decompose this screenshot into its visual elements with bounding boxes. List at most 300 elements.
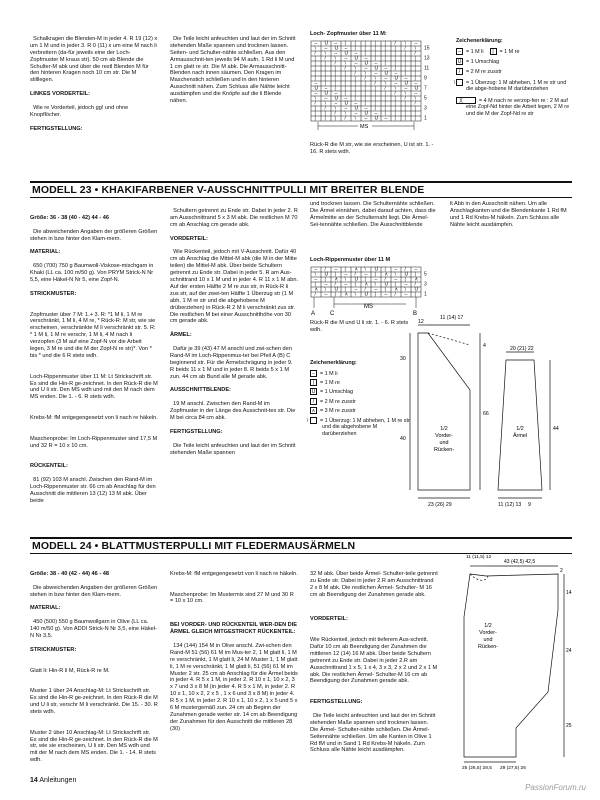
subheading: FERTIGSTELLUNG:: [30, 125, 83, 132]
dim-label: 25: [566, 723, 572, 729]
chart-cell-symbol: |: [384, 105, 386, 112]
legend1-item: \ = 1 Überzug: 1 M abheben, 1 M re str und die abge-hobene M darüberziehen: [453, 79, 567, 93]
subheading: RÜCKENTEIL:: [30, 463, 68, 470]
chart-cell-symbol: |: [364, 50, 366, 57]
chart2-label-c: C: [330, 311, 335, 317]
chart-cell-symbol: |: [354, 45, 356, 52]
ssk-icon: \: [456, 79, 463, 86]
text-block: Schultern getrennt zu Ende str. Dabei in jeder 2. R am Ausschnittrand 5 x 3 M abk. Die restlichen M 70 cm ab Anschlag cm gerade abk.: [170, 207, 300, 228]
chart-cell-symbol: |: [374, 40, 376, 47]
chart-cell-symbol: |: [324, 70, 326, 77]
chart-cell-symbol: |: [314, 115, 316, 122]
text-block: Glatt li: Hin-R li M, Rück-R re M.: [30, 667, 110, 674]
chart-cell-symbol: –: [324, 45, 328, 52]
size-line: Größe: 38 - 40 (42 - 44) 46 - 48: [30, 570, 109, 577]
chart-cell-symbol: –: [334, 90, 338, 97]
chart-cell-symbol: |: [394, 95, 396, 102]
chart-cell-symbol: \: [374, 75, 376, 82]
chart-cell-symbol: |: [384, 55, 386, 62]
chart-cell-symbol: |: [374, 95, 376, 102]
chart-cell-symbol: /: [334, 60, 336, 67]
chart-cell-symbol: |: [394, 110, 396, 117]
chart-cell-symbol: |: [324, 276, 326, 283]
watermark: PassionForum.ru: [525, 783, 586, 792]
chart-cell-symbol: |: [364, 45, 366, 52]
subheading: LINKES VORDERTEIL:: [30, 91, 90, 98]
chart-cell-symbol: ∧: [384, 271, 389, 278]
chart-cell-symbol: –: [344, 55, 348, 62]
chart-cell-symbol: \: [414, 45, 416, 52]
chart-cell-symbol: |: [394, 60, 396, 67]
chart-cell-symbol: –: [414, 90, 418, 97]
chart-cell-symbol: ∧: [314, 286, 319, 293]
chart-cell-symbol: |: [404, 65, 406, 72]
chart-cell-symbol: |: [384, 90, 386, 97]
chart-cell-symbol: |: [364, 276, 366, 283]
chart-cell-symbol: |: [384, 100, 386, 107]
chart1-title: Loch- Zopfmuster über 11 M:: [310, 31, 387, 37]
chart-cell-symbol: \: [334, 105, 336, 112]
chart2-label-b: B: [413, 311, 418, 317]
dim-label: 40: [400, 436, 406, 442]
chart-cell-symbol: |: [344, 80, 346, 87]
text-block: Die Teile leicht anfeuchten und laut der im Schnitt stehenden Maße spannen: [170, 442, 298, 456]
chart-cell-symbol: –: [344, 45, 348, 52]
legend2-item: U = 1 Umschlag: [311, 389, 354, 396]
chart-cell-symbol: |: [404, 110, 406, 117]
chart-cell-symbol: |: [414, 110, 416, 117]
chart-row-label: 15: [424, 45, 430, 52]
legend2-item: ∧ = 3 M re zusstr: [311, 408, 356, 415]
chart-cell-symbol: \: [394, 85, 396, 92]
subheading: MATERIAL:: [30, 605, 61, 612]
chart-cell-symbol: /: [394, 90, 396, 97]
chart-cell-symbol: |: [384, 286, 386, 293]
model23-col2: [170, 201, 298, 457]
chart-cell-symbol: –: [384, 115, 388, 122]
chart-cell-symbol: |: [384, 40, 386, 47]
chart-cell-symbol: U: [384, 70, 389, 77]
dim-label: 66: [483, 411, 489, 417]
text-block: 134 (144) 154 M in Olive anschl. Zwi-schen den Rand-M 51 (56) 61 M im Mus-ter 2, 1 M glatt li, 1 M re verschränkt, 1 M glatt li, 24 M Muster 1, 1 M glatt li, 1 M re verschränkt, 1 M glatt li, 51 (56) 61 M im Muster 2 str. 25 cm ab Anschlag für die Ärmel beids in jeder 4. R 5 x 1 M, in jeder 2. R 10 x 1, 10 x 2, 3 x 7 und 3 x 8 M (in jeder 4. R 5 x 1 M, in jeder 2. R 10 x 1, 10 x 2, 2 x 5 , 1 x 6 und 3 x 8 M) in jeder 4. R 5 x 1 M, in jeder 2. R 10 x 1, 10 x 2, 1 x 5 und 5 x 6 M mustergemäß zun. 24 cm ab Beginn der Zunahmen gerade weiter str. 14 cm ab Beendigung der Zunahmen für den Ausschnitt die mittleren 28 (30): [170, 642, 300, 732]
dim-label: 11 (12) 13: [498, 502, 522, 508]
chart-cell-symbol: U: [414, 85, 419, 92]
body-outline: [418, 333, 470, 490]
text-block: Die Teile leicht anfeuchten und laut der im Schnitt stehenden Maße spannen und trocknen lassen. Die Ärmel- Schulter-nähte schließen. Die Ärmel-Seitennähte schließen. Um alle Kanten in Olive 1 Rd fM und in Sand 1 Rd Krebs-M häkeln. Zum Schluss alle Nähte leicht ausdämpfen.: [310, 712, 438, 754]
chart-cell-symbol: U: [344, 50, 349, 57]
chart-cell-symbol: |: [404, 276, 406, 283]
chart-cell-symbol: /: [374, 80, 376, 87]
text-block: Krebs-M: fM entgegengesetzt von li nach re häkeln.: [170, 570, 298, 577]
chart-cell-symbol: |: [414, 65, 416, 72]
chart-cell-symbol: /: [394, 40, 396, 47]
chart-cell-symbol: U: [344, 100, 349, 107]
text-block: 650 (700) 750 g Baumwoll-Viskose-mischgarn in Khaki (LL ca. 100 m/50 g). Von PRYM Strick-N Nr 5,5, eine Häkel-N Nr 5, eine Zopf-N.: [30, 263, 155, 283]
chart-cell-symbol: |: [344, 266, 346, 273]
chart-cell-symbol: /: [404, 45, 406, 52]
chart2-ms: MS: [364, 304, 373, 310]
chart-cell-symbol: –: [334, 50, 338, 57]
chart-cell-symbol: |: [314, 281, 316, 288]
chart-cell-symbol: /: [354, 70, 356, 77]
chart-cell-symbol: |: [324, 115, 326, 122]
page-footer: [30, 777, 76, 784]
chart-cell-symbol: /: [314, 50, 316, 57]
model24-col2: [170, 557, 298, 733]
chart-row-label: 11: [424, 65, 430, 72]
chart-cell-symbol: |: [374, 90, 376, 97]
dim-label: 43 (42,5) 42,5: [504, 559, 536, 565]
knit-stitch-icon: |: [310, 379, 317, 386]
chart-cell-symbol: |: [314, 65, 316, 72]
chart-cell-symbol: /: [324, 105, 326, 112]
chart-row-label: 5: [424, 95, 427, 102]
legend1-item: – = 1 M li | = 1 M re: [456, 48, 571, 55]
chart-cell-symbol: \: [334, 55, 336, 62]
chart-cell-symbol: –: [314, 276, 318, 283]
chart-cell-symbol: /: [344, 65, 346, 72]
chart-cell-symbol: U: [414, 286, 419, 293]
chart-cell-symbol: –: [374, 70, 378, 77]
model23-col4: lt Abb in den Ausschnitt nähen. Um alle Anschlagkanten und die Blendenkante 1 Rd fM und 1 Rd Krebs-M häkeln. Zum Schluss alle Nähte leicht ausdämpfen.: [450, 201, 569, 228]
subheading: MATERIAL:: [30, 249, 61, 256]
legend2-item: | = 1 M re: [310, 379, 410, 386]
chart-cell-symbol: |: [374, 45, 376, 52]
chart-cell-symbol: –: [364, 55, 368, 62]
chart-cell-symbol: U: [374, 266, 379, 273]
model24-col3: [310, 557, 438, 754]
chart-cell-symbol: ∧: [394, 286, 399, 293]
chart-cell-symbol: U: [334, 45, 339, 52]
chart-cell-symbol: \: [324, 100, 326, 107]
size-line: Größe: 36 - 38 (40 - 42) 44 - 46: [30, 214, 109, 221]
chart-cell-symbol: |: [394, 100, 396, 107]
chart-row-label: 7: [424, 85, 427, 92]
chart-cell-symbol: –: [344, 271, 348, 278]
chart-cell-symbol: U: [364, 60, 369, 67]
subheading: BEI VORDER- UND RÜCKENTEIL WER-DEN DIE ÄRMEL GLEICH MITGESTRICKT RÜCKENTEIL:: [170, 622, 299, 636]
text-block: Wie Rückenteil, jedoch mit V-Ausschnitt. Dafür 40 cm ab Anschlag die Mittel-M abk (die M in der Mitte teilen) die Mittel-M abk. Über beide Schultern getrennt zu Ende str. Dabei in jeder 5. R am Aus-schnittrand 10 x 1 M und in jeder 4. R 11 x 1 M abn. Auf der ersten Hälfte 2 M re zus str, in Rück-R li zus str, auf der zwei-ten Hälfte 1 Überzug str (1 M abh, 1 M re str und die abgehobene M drüberziehen) in Rück-R 2 M li verschränkt zus str. Die restlichen M bei einer Ausschnitthöhe von 30 cm gerade abk.: [170, 249, 300, 325]
chart-cell-symbol: |: [414, 60, 416, 67]
chart-cell-symbol: U: [374, 115, 379, 122]
chart-cell-symbol: –: [384, 291, 388, 298]
chart-cell-symbol: –: [414, 40, 418, 47]
chart-cell-symbol: /: [324, 266, 326, 273]
legend1-item: / = 2 M re zusstr: [456, 68, 571, 75]
chart-cell-symbol: |: [334, 70, 336, 77]
chart-cell-symbol: \: [344, 276, 346, 283]
chart-cell-symbol: |: [314, 60, 316, 67]
body-label: 1/2 Vorder-und Rücken-: [477, 623, 499, 650]
chart-cell-symbol: |: [404, 105, 406, 112]
text-block: 19 M anschl. Zwischen den Rand-M im Zopfmuster in der Länge des Ausschnit-tes str. Die M bei circa 84 cm abk.: [170, 401, 297, 422]
chart-cell-symbol: |: [344, 85, 346, 92]
chart-cell-symbol: /: [414, 50, 416, 57]
chart-cell-symbol: |: [364, 85, 366, 92]
chart-cell-symbol: –: [344, 281, 348, 288]
chart2-label-a: A: [311, 311, 316, 317]
chart-cell-symbol: |: [394, 105, 396, 112]
chart-cell-symbol: \: [314, 95, 316, 102]
chart-cell-symbol: |: [334, 271, 336, 278]
text-block: Muster 1 über 24 Anschlag-M: Lt Strickschrift str. Es sind die Hin-R ge-zeichnet. In den Rück-R die M und U li str, verschr M li verschränkt. Die 15. - 30. R stets wdh.: [30, 688, 160, 715]
text-block: Maschenprobe: Im Mustermix sind 27 M und 30 R = 10 x 10 cm.: [170, 591, 296, 605]
page-number: 14: [30, 777, 38, 784]
chart-cell-symbol: |: [314, 70, 316, 77]
chart-cell-symbol: U: [394, 75, 399, 82]
chart-cell-symbol: |: [334, 291, 336, 298]
chart-cell-symbol: –: [394, 266, 398, 273]
text-block: 450 (500) 550 g Baumwollgarn in Olive (LL ca. 140 m/50 g). Von ADDI Strick-N Nr 3,5, eine Häkel-N Nr 3,5.: [30, 619, 157, 639]
chart-cell-symbol: \: [324, 50, 326, 57]
chart-cell-symbol: |: [414, 105, 416, 112]
chart-cell-symbol: –: [374, 286, 378, 293]
model24-schematic: [448, 552, 575, 772]
chart-cell-symbol: |: [394, 65, 396, 72]
k2tog-icon: /: [310, 398, 317, 405]
chart-cell-symbol: –: [334, 40, 338, 47]
chart-cell-symbol: U: [354, 276, 359, 283]
legend2-item: – = 1 M li: [310, 370, 410, 377]
chart-cell-symbol: |: [344, 40, 346, 47]
chart-cell-symbol: |: [354, 85, 356, 92]
chart-cell-symbol: |: [414, 70, 416, 77]
chart-cell-symbol: \: [354, 115, 356, 122]
chart-row-label: 1: [424, 291, 427, 298]
dim-label: 9: [528, 502, 531, 508]
chart-cell-symbol: |: [324, 110, 326, 117]
dim-label: 12: [418, 319, 424, 325]
chart-cell-symbol: |: [354, 75, 356, 82]
chart-cell-symbol: |: [314, 55, 316, 62]
chart-cell-symbol: –: [314, 90, 318, 97]
chart-cell-symbol: U: [334, 286, 339, 293]
text-block: Muster 2 über 10 Anschlag-M: Lt Strickschrift str. Es sind die Hin-R ge-zeichnet. In den Rück-R die M str, wie sie erscheinen, U li str. Den MS wdh und mit der M nach dem MS enden. Die 1. - 14. R stets wdh.: [30, 729, 160, 764]
chart-cell-symbol: |: [314, 105, 316, 112]
subheading: FERTIGSTELLUNG:: [310, 699, 363, 706]
page-section: Anleitungen: [39, 777, 77, 784]
chart-cell-symbol: |: [414, 271, 416, 278]
chart-cell-symbol: |: [414, 115, 416, 122]
chart-cell-symbol: –: [404, 291, 408, 298]
chart-cell-symbol: \: [324, 286, 326, 293]
text-block: Loch-Rippenmuster über 11 M: Lt Strickschrift str. Es sind die Hin-R ge-zeichnet. In den Rück-R die M und U li str. Den MS wdh und mit den M nach dem MS enden. Die 1. - 6. R stets wdh.: [30, 373, 160, 401]
chart-cell-symbol: |: [414, 55, 416, 62]
chart-cell-symbol: |: [384, 95, 386, 102]
chart-cell-symbol: \: [404, 90, 406, 97]
chart-cell-symbol: |: [374, 50, 376, 57]
chart-cell-symbol: /: [414, 100, 416, 107]
chart-cell-symbol: |: [334, 65, 336, 72]
chart-cell-symbol: –: [374, 60, 378, 67]
chart1-ms: MS: [360, 124, 369, 130]
chart-cell-symbol: –: [354, 50, 358, 57]
chart-cell-symbol: /: [384, 85, 386, 92]
chart-cell-symbol: |: [334, 75, 336, 82]
chart-cell-symbol: –: [364, 271, 368, 278]
chart-cell-symbol: \: [354, 65, 356, 72]
chart-cell-symbol: –: [324, 281, 328, 288]
chart-cell-symbol: |: [384, 110, 386, 117]
chart-cell-symbol: \: [404, 40, 406, 47]
legend1-item: ╳ = 4 M nach re verzop-fen re : 2 M auf eine Zopf-Nd hinter die Arbeit legen, 2 M re und die M der Zopf-Nd re str: [456, 97, 571, 117]
knit-purl-icon: –: [456, 48, 463, 55]
text-block: Die Teile leicht anfeuchten und laut der im Schnitt stehenden Maße spannen und trocknen lassen. Seiten- und Schulter-nähte schließen. Aus den Armausschnit-ten jeweils 94 M aufn. 1 Rd li M und 1 cm glatt re str. Die M abk. Die Armausschnitt-Blenden nach innen säumen. Den Kragen im Maschenstich schließen und in den hinteren Ausschnitt nähen. Zum Schluss alle Nähte leicht ausdämpfen und die Knöpfe auf die li Blende nähen.: [170, 35, 298, 105]
dim-label: 11 (11,5) 12: [466, 555, 492, 560]
chart-cell-symbol: |: [384, 45, 386, 52]
chart-cell-symbol: |: [404, 50, 406, 57]
dim-label: 29 (27,5) 26: [500, 766, 526, 771]
text-block: Wie re Vorderteil, jedoch gg! und ohne Knopflöcher.: [30, 104, 130, 118]
dim-label: 4: [483, 343, 486, 349]
chart-cell-symbol: |: [404, 115, 406, 122]
chart-cell-symbol: U: [354, 55, 359, 62]
chart-cell-symbol: /: [334, 281, 336, 288]
model23-col1: [30, 201, 158, 505]
chart-cell-symbol: |: [334, 115, 336, 122]
chart-cell-symbol: \: [384, 80, 386, 87]
chart-cell-symbol: –: [354, 286, 358, 293]
chart-cell-symbol: –: [414, 80, 418, 87]
chart-row-label: 1: [424, 115, 427, 122]
chart-cell-symbol: /: [364, 286, 366, 293]
k2tog-icon: /: [456, 68, 463, 75]
top-col2: [170, 29, 298, 105]
chart-cell-symbol: |: [384, 50, 386, 57]
chart-cell-symbol: U: [324, 271, 329, 278]
chart-cell-symbol: –: [364, 65, 368, 72]
chart-cell-symbol: ∧: [414, 276, 419, 283]
chart-cell-symbol: ∧: [344, 291, 349, 298]
chart-cell-symbol: –: [414, 266, 418, 273]
chart-cell-symbol: –: [404, 75, 408, 82]
chart-cell-symbol: |: [404, 100, 406, 107]
chart-cell-symbol: –: [324, 95, 328, 102]
chart2-caption: Rück-R die M und U li str. 1. - 6. R stets wdh.: [310, 320, 410, 333]
legend2-item: / = 2 M re zusstr: [310, 398, 410, 405]
chart2-loch-rippenmuster: [310, 266, 460, 318]
chart-cell-symbol: –: [334, 266, 338, 273]
chart-cell-symbol: –: [384, 65, 388, 72]
chart-cell-symbol: |: [374, 271, 376, 278]
chart-cell-symbol: /: [324, 55, 326, 62]
chart-cell-symbol: |: [354, 40, 356, 47]
chart-cell-symbol: –: [334, 100, 338, 107]
chart-cell-symbol: ∧: [354, 266, 359, 273]
subheading: ÄRMEL:: [170, 332, 192, 339]
chart-cell-symbol: |: [374, 105, 376, 112]
text-block: Zopfmuster über 7 M: 1.+ 3. R: *1 M li, 1 M re verschränkt, 1 M li, 4 M re, * Rück-R: M str, wie sie erscheinen, verschränkte M li verschränkt str. 5. R: * 1 M li, 1 M re verschr, 1 M li, 4 M nach li verzopfen (3 M auf eine Zopf-N vor die Arbeit legen, 3 M re und die M der Zopf-N re str)*. Von * bis * und die 6 R stets wdh.: [30, 311, 158, 359]
subheading: AUSSCHNITTBLENDE:: [170, 387, 231, 394]
chart-cell-symbol: |: [414, 291, 416, 298]
chart-cell-symbol: \: [344, 60, 346, 67]
chart-cell-symbol: |: [404, 70, 406, 77]
legend1-item: U = 1 Umschlag: [457, 58, 500, 65]
k3tog-icon: ∧: [311, 408, 316, 415]
chart-cell-symbol: U: [404, 271, 409, 278]
chart-cell-symbol: |: [364, 40, 366, 47]
chart-cell-symbol: /: [394, 291, 396, 298]
text-block: Wie Rückenteil, jedoch mit tieferem Aus-schnitt. Dafür 10 cm ab Beendigung der Zunahmen die mittleren 12 (14) 16 M abk. Über beide Schultern getrennt zu Ende str. Dabei in jeder 2.R am Ausschnittrand 1 x 5, 1 x 4, 3 x 3, 2 x 2 und 2 x 1 M abk. Die restlichen Ärmel- Schulter-M 16 cm ab Beendigung der Zunahmen gerade abk.: [310, 636, 439, 685]
yarn-over-icon: U: [311, 389, 316, 396]
chart-cell-symbol: |: [324, 65, 326, 72]
chart-cell-symbol: /: [314, 100, 316, 107]
chart-cell-symbol: |: [414, 75, 416, 82]
model24-header: MODELL 24 • BLATTMUSTERPULLI MIT FLEDERMAUSÄRMELN: [30, 537, 572, 554]
chart2-title: Loch-Rippenmuster über 11 M: [310, 257, 391, 263]
chart-cell-symbol: |: [354, 95, 356, 102]
chart-cell-symbol: |: [324, 75, 326, 82]
chart-cell-symbol: |: [394, 115, 396, 122]
chart-cell-symbol: \: [404, 286, 406, 293]
chart-cell-symbol: –: [354, 60, 358, 67]
chart-cell-symbol: –: [364, 115, 368, 122]
chart-cell-symbol: –: [324, 85, 328, 92]
text-block: Dafür je 39 (43) 47 M anschl und zwi-schen den Rand-M im Loch-Rippenmus-ter bei Pfeil A (B) C beginnend str. Für die Ärmelschrägung in jeder 9. R beids 11 x 1 M und in jeder 8. R beids 5 x 1 M zun. 44 cm ab Bund alle M gerade abk.: [170, 346, 295, 380]
chart-cell-symbol: \: [364, 70, 366, 77]
chart-cell-symbol: |: [394, 281, 396, 288]
chart-cell-symbol: |: [334, 85, 336, 92]
chart-cell-symbol: |: [374, 55, 376, 62]
legend1: [453, 38, 571, 117]
chart-row-label: 3: [424, 105, 427, 112]
legend1-title: Zeichenerklärung:: [456, 38, 503, 44]
chart-cell-symbol: /: [354, 271, 356, 278]
chart-cell-symbol: |: [324, 60, 326, 67]
body-label: 1/2 Vorder-und Rücken-: [433, 426, 455, 453]
legend2-title: Zeichenerklärung:: [310, 360, 357, 366]
chart-cell-symbol: /: [314, 291, 316, 298]
chart-cell-symbol: U: [314, 85, 319, 92]
chart-cell-symbol: |: [404, 60, 406, 67]
chart-cell-symbol: –: [394, 80, 398, 87]
text-block: Schalkragen die Blenden-M in jeder 4. R 19 (12) x um 1 M und in jeder 3. R 0 (11) x um eine M nach li verbreitern (da-für jeweils eine der Loch- Zopfmuster M kraus str). 50 cm ab Blende die Schulter-M abk und über die restl Blenden M für den hinteren Kragen noch 10 cm str. Die M stilllegen.: [30, 35, 159, 84]
chart-cell-symbol: –: [314, 40, 318, 47]
chart-cell-symbol: U: [364, 110, 369, 117]
chart-cell-symbol: U: [364, 291, 369, 298]
chart-cell-symbol: U: [334, 95, 339, 102]
dim-label: 30: [400, 356, 406, 362]
chart-cell-symbol: –: [344, 105, 348, 112]
cable-icon: ╳: [456, 97, 476, 104]
dim-label: 2: [560, 568, 563, 574]
chart-cell-symbol: –: [394, 276, 398, 283]
chart-cell-symbol: |: [374, 100, 376, 107]
chart-cell-symbol: |: [344, 286, 346, 293]
chart-cell-symbol: –: [344, 95, 348, 102]
chart-cell-symbol: \: [314, 271, 316, 278]
chart-cell-symbol: |: [394, 45, 396, 52]
chart-cell-symbol: –: [314, 266, 318, 273]
top-col1: [30, 29, 158, 140]
yarn-over-icon: U: [457, 58, 462, 65]
subheading: STRICKMUSTER:: [30, 646, 77, 653]
chart-cell-symbol: |: [344, 75, 346, 82]
chart-cell-symbol: \: [414, 95, 416, 102]
model24-col1: [30, 557, 158, 771]
chart-cell-symbol: –: [354, 100, 358, 107]
chart-cell-symbol: |: [314, 110, 316, 117]
chart-cell-symbol: /: [344, 115, 346, 122]
chart-row-label: 3: [424, 281, 427, 288]
chart-cell-symbol: |: [364, 80, 366, 87]
subheading: VORDERTEIL:: [310, 616, 348, 623]
chart-cell-symbol: /: [414, 281, 416, 288]
chart1-loch-zopfmuster: [310, 40, 450, 140]
dim-label: 25 (26,5) 28,5: [462, 766, 492, 771]
chart-cell-symbol: |: [324, 80, 326, 87]
chart-cell-symbol: –: [374, 276, 378, 283]
